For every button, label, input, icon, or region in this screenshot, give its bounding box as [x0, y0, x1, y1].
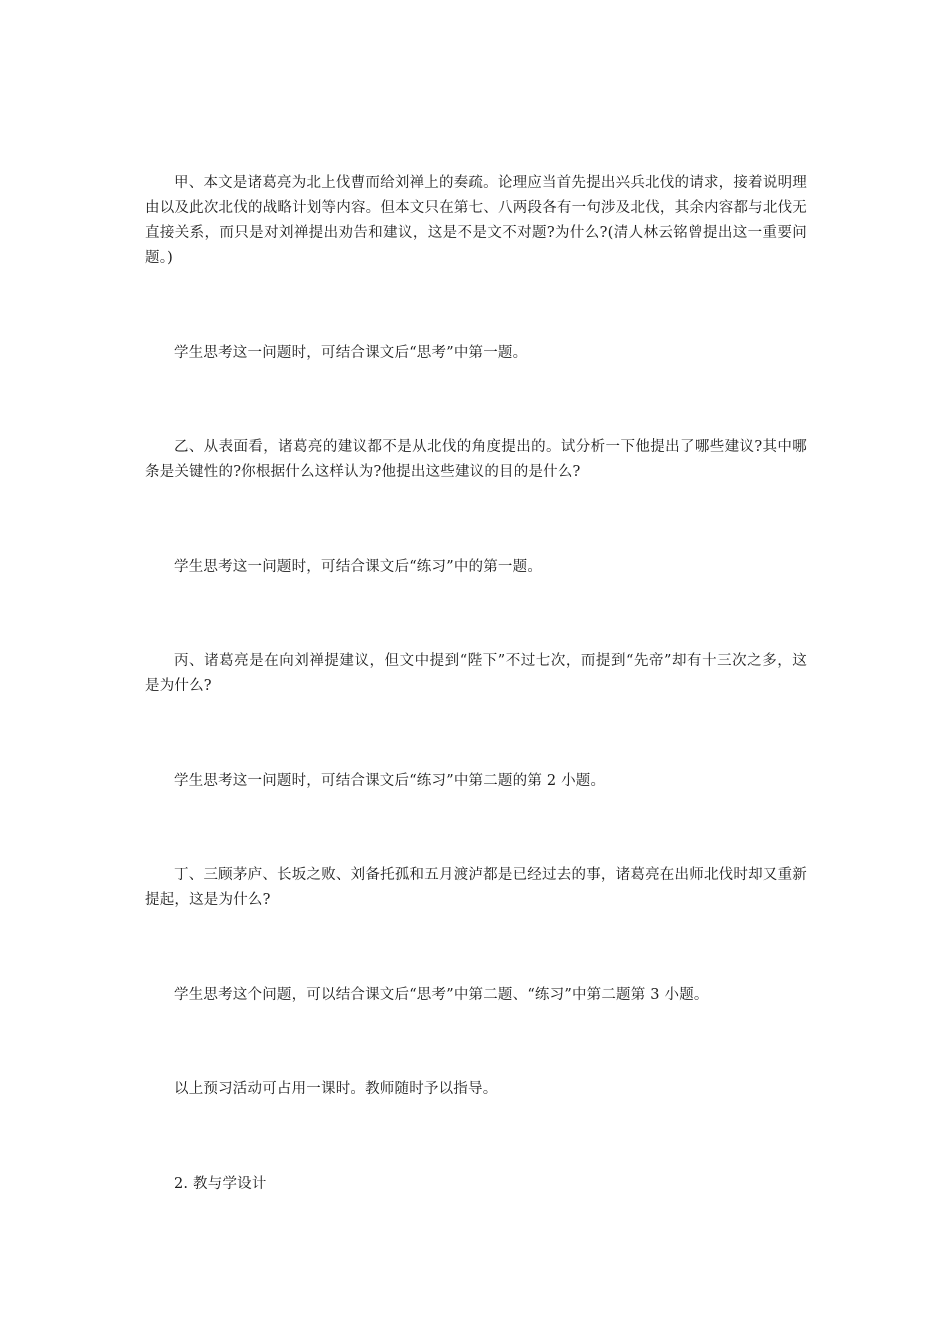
- preview-note: 以上预习活动可占用一课时。教师随时予以指导。: [174, 1081, 498, 1097]
- question-bing: 丙、诸葛亮是在向刘禅提建议，但文中提到“陛下”不过七次，而提到“先帝”却有十三次之多，这是为什么?: [145, 653, 807, 694]
- question-jia: 甲、本文是诸葛亮为北上伐曹而给刘禅上的奏疏。论理应当首先提出兴兵北伐的请求，接着说明理由以及此次北伐的战略计划等内容。但本文只在第七、八两段各有一句涉及北伐，其余内容都与北伐无直接关系，而只是对刘禅提出劝告和建议，这是不是文不对题?为什么?(清人林云铭曾提出这一重要问题。): [145, 175, 807, 266]
- hint-jia: 学生思考这一问题时，可结合课文后“思考”中第一题。: [174, 345, 528, 361]
- question-ding: 丁、三顾茅庐、长坂之败、刘备托孤和五月渡泸都是已经过去的事，诸葛亮在出师北伐时却又重新提起，这是为什么?: [145, 867, 807, 908]
- hint-yi: 学生思考这一问题时，可结合课文后“练习”中的第一题。: [174, 559, 543, 575]
- hint-ding: 学生思考这个问题，可以结合课文后“思考”中第二题、“练习”中第二题第 3 小题。: [174, 987, 709, 1003]
- section-heading: 2. 教与学设计: [174, 1176, 267, 1192]
- hint-bing: 学生思考这一问题时，可结合课文后“练习”中第二题的第 2 小题。: [174, 773, 606, 789]
- question-yi: 乙、从表面看，诸葛亮的建议都不是从北伐的角度提出的。试分析一下他提出了哪些建议?其中哪条是关键性的?你根据什么这样认为?他提出这些建议的目的是什么?: [145, 439, 807, 480]
